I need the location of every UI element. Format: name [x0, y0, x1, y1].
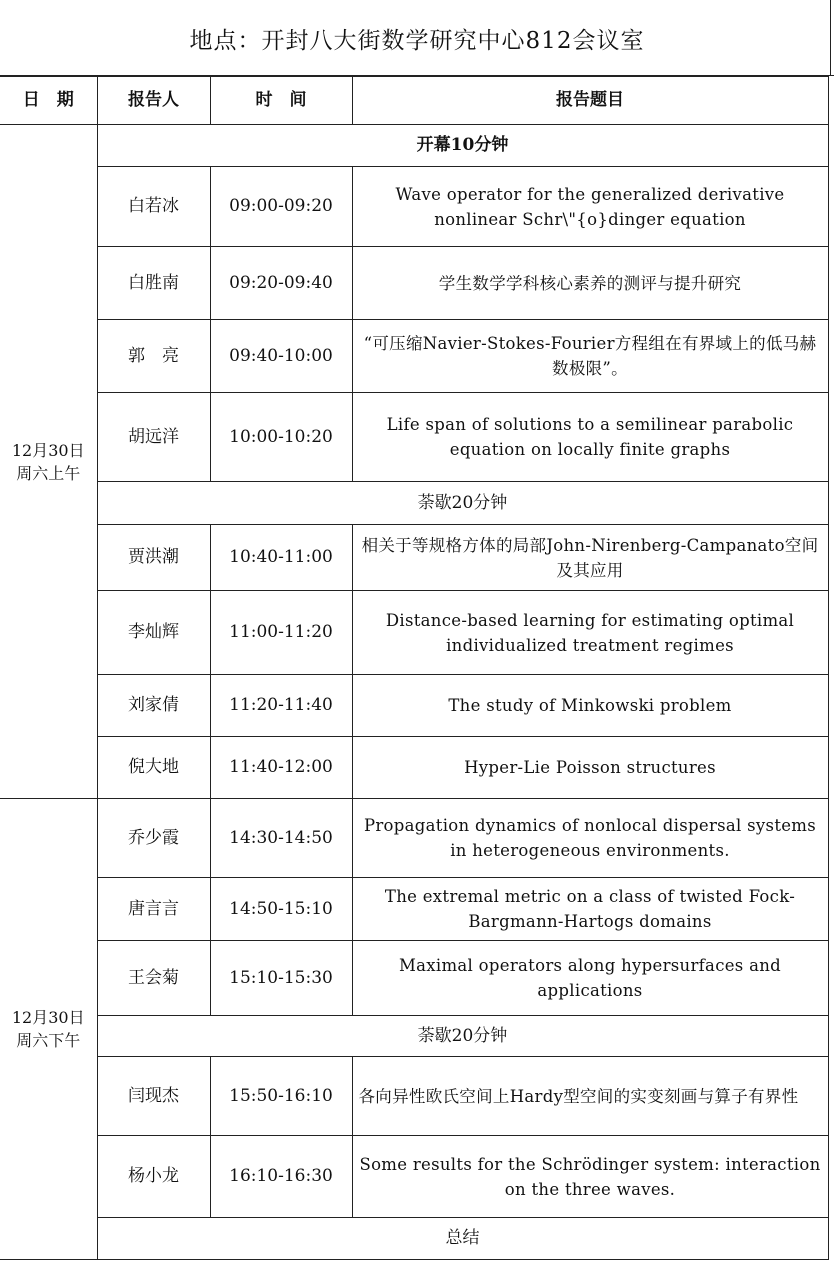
speaker-name: 乔少霞 — [97, 799, 210, 878]
header-time: 时 间 — [210, 77, 352, 125]
title-right-border — [830, 0, 831, 76]
opening-label: 开幕10分钟 — [97, 125, 828, 167]
talk-row — [0, 799, 828, 878]
speaker-name: 闫现杰 — [97, 1057, 210, 1136]
talk-row — [0, 591, 828, 675]
talk-topic: 相关于等规格方体的局部John-Nirenberg-Campanato空间及其应用 — [352, 525, 828, 591]
speaker-name: 唐言言 — [97, 878, 210, 941]
speaker-name: 刘家倩 — [97, 675, 210, 737]
break-label: 荼歇20分钟 — [97, 1016, 828, 1057]
header-date: 日 期 — [0, 77, 97, 125]
talk-topic: Propagation dynamics of nonlocal dispersal systems in heterogeneous environments. — [352, 799, 828, 878]
speaker-name: 郭 亮 — [97, 320, 210, 393]
speaker-name: 白若冰 — [97, 167, 210, 247]
talk-time: 10:40-11:00 — [210, 525, 352, 591]
break-row — [0, 482, 828, 525]
opening-row — [0, 125, 828, 167]
talk-row — [0, 167, 828, 247]
speaker-name: 李灿辉 — [97, 591, 210, 675]
closing-label: 总结 — [97, 1218, 828, 1260]
talk-topic: 学生数学学科核心素养的测评与提升研究 — [352, 247, 828, 320]
morning-date-line1: 12月30日 — [11, 440, 85, 460]
header-speaker: 报告人 — [97, 77, 210, 125]
talk-time: 16:10-16:30 — [210, 1136, 352, 1218]
talk-time: 10:00-10:20 — [210, 393, 352, 482]
morning-date-line2: 周六上午 — [16, 463, 81, 483]
talk-time: 09:00-09:20 — [210, 167, 352, 247]
morning-date-cell — [0, 125, 97, 799]
talk-topic: Wave operator for the generalized derivative nonlinear Schr\"{o}dinger equation — [352, 167, 828, 247]
speaker-name: 白胜南 — [97, 247, 210, 320]
talk-row — [0, 525, 828, 591]
talk-topic: “可压缩Navier-Stokes-Fourier方程组在有界域上的低马赫数极限”。 — [352, 320, 828, 393]
afternoon-date-cell — [0, 799, 97, 1260]
talk-time: 14:30-14:50 — [210, 799, 352, 878]
talk-topic: Life span of solutions to a semilinear parabolic equation on locally finite graphs — [352, 393, 828, 482]
venue-title: 地点：开封八大街数学研究中心812会议室 — [189, 27, 645, 54]
speaker-name: 胡远洋 — [97, 393, 210, 482]
speaker-name: 倪大地 — [97, 737, 210, 799]
talk-row — [0, 320, 828, 393]
speaker-name: 贾洪潮 — [97, 525, 210, 591]
talk-topic: The extremal metric on a class of twisted Fock-Bargmann-Hartogs domains — [352, 878, 828, 941]
afternoon-date-line2: 周六下午 — [16, 1031, 81, 1050]
talk-time: 11:40-12:00 — [210, 737, 352, 799]
talk-topic: Maximal operators along hypersurfaces and applications — [352, 941, 828, 1016]
talk-topic: 各向异性欧氏空间上Hardy型空间的实变刻画与算子有界性 — [352, 1057, 828, 1136]
afternoon-date-line1: 12月30日 — [11, 1008, 85, 1027]
talk-row — [0, 393, 828, 482]
talk-time: 09:40-10:00 — [210, 320, 352, 393]
talk-row — [0, 878, 828, 941]
speaker-name: 杨小龙 — [97, 1136, 210, 1218]
talk-time: 14:50-15:10 — [210, 878, 352, 941]
speaker-name: 王会菊 — [97, 941, 210, 1016]
talk-row — [0, 675, 828, 737]
talk-topic: The study of Minkowski problem — [352, 675, 828, 737]
header-row — [0, 77, 828, 125]
talk-time: 09:20-09:40 — [210, 247, 352, 320]
talk-time: 15:10-15:30 — [210, 941, 352, 1016]
talk-row — [0, 941, 828, 1016]
talk-row — [0, 247, 828, 320]
talk-time: 11:20-11:40 — [210, 675, 352, 737]
break-row — [0, 1016, 828, 1057]
closing-row — [0, 1218, 828, 1260]
talk-time: 11:00-11:20 — [210, 591, 352, 675]
talk-row — [0, 1136, 828, 1218]
talk-topic: Some results for the Schrödinger system: interaction on the three waves. — [352, 1136, 828, 1218]
schedule-table — [0, 76, 829, 1260]
talk-topic: Distance-based learning for estimating optimal individualized treatment regimes — [352, 591, 828, 675]
talk-row — [0, 1057, 828, 1136]
talk-row — [0, 737, 828, 799]
header-topic: 报告题目 — [352, 77, 828, 125]
break-label: 荼歇20分钟 — [97, 482, 828, 525]
talk-time: 15:50-16:10 — [210, 1057, 352, 1136]
talk-topic: Hyper-Lie Poisson structures — [352, 737, 828, 799]
